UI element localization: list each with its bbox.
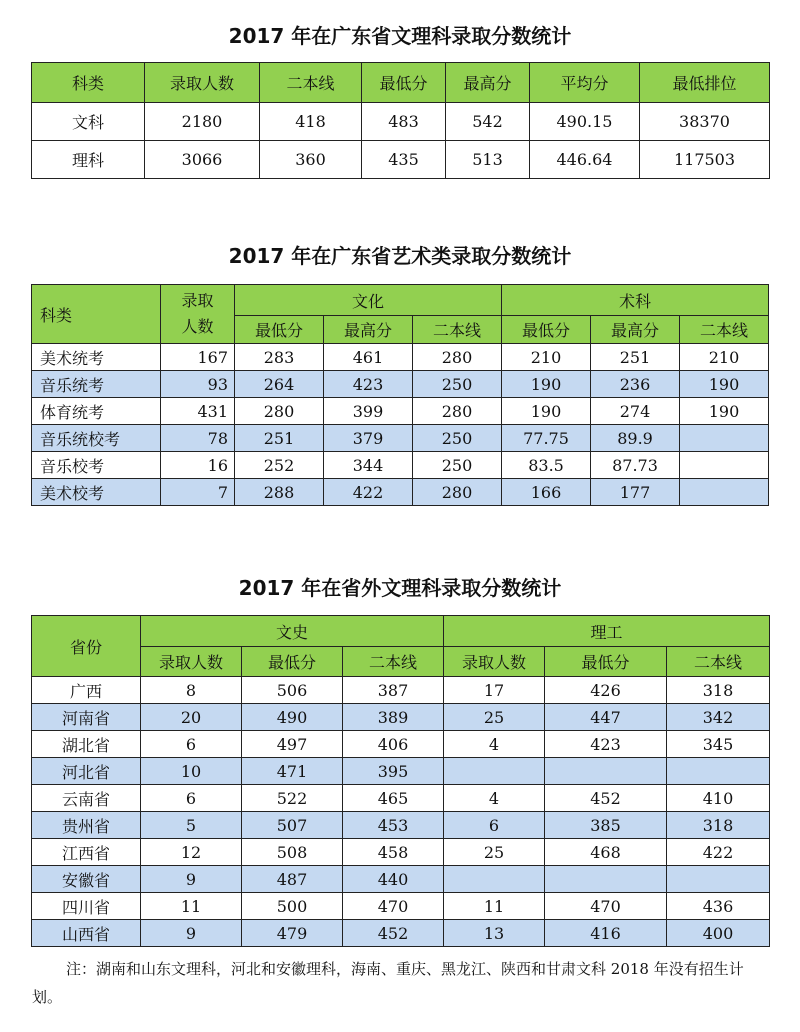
cell: 音乐统校考 [32, 425, 161, 452]
cell: 252 [235, 452, 324, 479]
cell: 河南省 [32, 704, 141, 731]
cell: 20 [141, 704, 242, 731]
cell [545, 758, 667, 785]
admission-table-guangdong-wenli [31, 62, 770, 179]
cell: 250 [413, 452, 502, 479]
cell: 453 [343, 812, 444, 839]
cell: 461 [324, 344, 413, 371]
cell: 452 [545, 785, 667, 812]
header-cell: 最低分 [362, 63, 446, 103]
cell: 文科 [32, 103, 145, 141]
cell: 10 [141, 758, 242, 785]
table-row [32, 704, 770, 731]
cell [444, 758, 545, 785]
cell: 423 [324, 371, 413, 398]
cell: 280 [413, 479, 502, 506]
table-row [32, 839, 770, 866]
cell: 436 [667, 893, 770, 920]
cell: 5 [141, 812, 242, 839]
cell: 483 [362, 103, 446, 141]
header-cell: 科类 [32, 63, 145, 103]
cell: 广西 [32, 677, 141, 704]
cell: 17 [444, 677, 545, 704]
header-cell-wenhua: 文化 [235, 285, 502, 316]
cell: 江西省 [32, 839, 141, 866]
cell: 447 [545, 704, 667, 731]
header-cell: 二本线 [260, 63, 362, 103]
cell: 345 [667, 731, 770, 758]
header-cell-ligong: 理工 [444, 616, 770, 647]
header-cell: 最低分 [545, 647, 667, 677]
cell: 497 [242, 731, 343, 758]
cell: 542 [446, 103, 530, 141]
cell: 四川省 [32, 893, 141, 920]
cell: 190 [502, 371, 591, 398]
cell: 264 [235, 371, 324, 398]
cell: 87.73 [591, 452, 680, 479]
cell: 418 [260, 103, 362, 141]
cell: 25 [444, 704, 545, 731]
cell: 479 [242, 920, 343, 947]
cell: 3066 [145, 141, 260, 179]
cell: 395 [343, 758, 444, 785]
cell: 16 [161, 452, 235, 479]
cell: 190 [680, 398, 769, 425]
cell: 78 [161, 425, 235, 452]
header-cell: 最低分 [235, 316, 324, 344]
cell: 6 [141, 731, 242, 758]
cell: 506 [242, 677, 343, 704]
cell: 山西省 [32, 920, 141, 947]
cell: 470 [343, 893, 444, 920]
table-row [32, 141, 770, 179]
cell: 安徽省 [32, 866, 141, 893]
header-cell-sheng: 省份 [32, 616, 141, 677]
cell: 190 [680, 371, 769, 398]
cell: 387 [343, 677, 444, 704]
header-cell: 最低排位 [640, 63, 770, 103]
table2-header-row [32, 285, 769, 316]
cell: 音乐统考 [32, 371, 161, 398]
cell: 210 [502, 344, 591, 371]
header-cell: 最高分 [591, 316, 680, 344]
cell: 431 [161, 398, 235, 425]
cell: 湖北省 [32, 731, 141, 758]
cell: 452 [343, 920, 444, 947]
table-row [32, 677, 770, 704]
header-cell: 最低分 [242, 647, 343, 677]
cell: 487 [242, 866, 343, 893]
cell: 399 [324, 398, 413, 425]
table3-subheader-row [32, 647, 770, 677]
cell: 513 [446, 141, 530, 179]
admission-table-guangdong-art [31, 284, 769, 506]
cell: 274 [591, 398, 680, 425]
cell [680, 452, 769, 479]
cell: 贵州省 [32, 812, 141, 839]
cell: 426 [545, 677, 667, 704]
cell: 音乐校考 [32, 452, 161, 479]
cell: 500 [242, 893, 343, 920]
header-cell: 最低分 [502, 316, 591, 344]
cell: 318 [667, 677, 770, 704]
header-cell: 录取人数 [141, 647, 242, 677]
table1-header-row [32, 63, 770, 103]
header-cell: 录取人数 [145, 63, 260, 103]
cell [680, 479, 769, 506]
cell: 490.15 [530, 103, 640, 141]
cell: 422 [667, 839, 770, 866]
cell [680, 425, 769, 452]
cell: 38370 [640, 103, 770, 141]
table-row [32, 866, 770, 893]
cell: 406 [343, 731, 444, 758]
cell: 93 [161, 371, 235, 398]
cell: 508 [242, 839, 343, 866]
header-cell: 最高分 [446, 63, 530, 103]
cell: 云南省 [32, 785, 141, 812]
cell: 490 [242, 704, 343, 731]
table-row [32, 920, 770, 947]
table-row [32, 398, 769, 425]
cell: 77.75 [502, 425, 591, 452]
cell: 河北省 [32, 758, 141, 785]
admission-table-other-provinces [31, 615, 770, 947]
cell: 280 [413, 344, 502, 371]
table-row [32, 731, 770, 758]
cell: 7 [161, 479, 235, 506]
table-row [32, 371, 769, 398]
cell: 283 [235, 344, 324, 371]
cell: 318 [667, 812, 770, 839]
cell: 250 [413, 425, 502, 452]
header-cell-shuke: 术科 [502, 285, 769, 316]
cell: 422 [324, 479, 413, 506]
table-row [32, 425, 769, 452]
cell: 385 [545, 812, 667, 839]
table-row [32, 479, 769, 506]
cell: 251 [235, 425, 324, 452]
cell: 458 [343, 839, 444, 866]
footnote: 注：湖南和山东文理科，河北和安徽理科，海南、重庆、黑龙江、陕西和甘肃文科 2018 年没有招生计划。 [32, 960, 744, 1006]
table-row [32, 785, 770, 812]
cell: 236 [591, 371, 680, 398]
header-cell: 平均分 [530, 63, 640, 103]
table1-title: 2017 年在广东省文理科录取分数统计 [228, 24, 572, 48]
header-cell-wenshi: 文史 [141, 616, 444, 647]
cell: 117503 [640, 141, 770, 179]
cell: 342 [667, 704, 770, 731]
cell: 416 [545, 920, 667, 947]
cell: 89.9 [591, 425, 680, 452]
cell: 435 [362, 141, 446, 179]
header-cell: 二本线 [343, 647, 444, 677]
cell: 446.64 [530, 141, 640, 179]
cell: 83.5 [502, 452, 591, 479]
cell: 体育统考 [32, 398, 161, 425]
cell: 250 [413, 371, 502, 398]
table3-title: 2017 年在省外文理科录取分数统计 [238, 576, 562, 600]
cell: 25 [444, 839, 545, 866]
cell: 4 [444, 731, 545, 758]
cell: 465 [343, 785, 444, 812]
cell: 2180 [145, 103, 260, 141]
cell: 410 [667, 785, 770, 812]
cell: 471 [242, 758, 343, 785]
cell: 280 [413, 398, 502, 425]
table-row [32, 452, 769, 479]
cell: 280 [235, 398, 324, 425]
table3-header-row [32, 616, 770, 647]
table2-title: 2017 年在广东省艺术类录取分数统计 [228, 244, 572, 268]
header-cell: 二本线 [680, 316, 769, 344]
cell: 507 [242, 812, 343, 839]
cell: 9 [141, 866, 242, 893]
cell: 389 [343, 704, 444, 731]
table-row [32, 344, 769, 371]
cell: 440 [343, 866, 444, 893]
header-cell: 二本线 [413, 316, 502, 344]
cell [667, 866, 770, 893]
cell: 理科 [32, 141, 145, 179]
cell: 12 [141, 839, 242, 866]
cell: 11 [141, 893, 242, 920]
cell: 360 [260, 141, 362, 179]
table-row [32, 103, 770, 141]
cell: 6 [444, 812, 545, 839]
cell: 344 [324, 452, 413, 479]
cell: 190 [502, 398, 591, 425]
cell: 288 [235, 479, 324, 506]
cell: 美术校考 [32, 479, 161, 506]
cell [444, 866, 545, 893]
cell: 6 [141, 785, 242, 812]
cell: 210 [680, 344, 769, 371]
cell: 167 [161, 344, 235, 371]
cell: 4 [444, 785, 545, 812]
cell: 13 [444, 920, 545, 947]
cell: 11 [444, 893, 545, 920]
cell: 468 [545, 839, 667, 866]
cell: 522 [242, 785, 343, 812]
cell: 251 [591, 344, 680, 371]
cell: 美术统考 [32, 344, 161, 371]
table-row [32, 758, 770, 785]
cell [667, 758, 770, 785]
cell: 470 [545, 893, 667, 920]
header-cell-kelei: 科类 [32, 285, 161, 344]
header-cell: 二本线 [667, 647, 770, 677]
cell: 177 [591, 479, 680, 506]
table-row [32, 812, 770, 839]
cell: 423 [545, 731, 667, 758]
cell: 400 [667, 920, 770, 947]
header-cell: 最高分 [324, 316, 413, 344]
cell: 379 [324, 425, 413, 452]
cell: 166 [502, 479, 591, 506]
cell: 9 [141, 920, 242, 947]
header-cell: 录取人数 [444, 647, 545, 677]
header-cell-luqu: 录取人数 [161, 285, 235, 344]
cell [545, 866, 667, 893]
cell: 8 [141, 677, 242, 704]
table-row [32, 893, 770, 920]
